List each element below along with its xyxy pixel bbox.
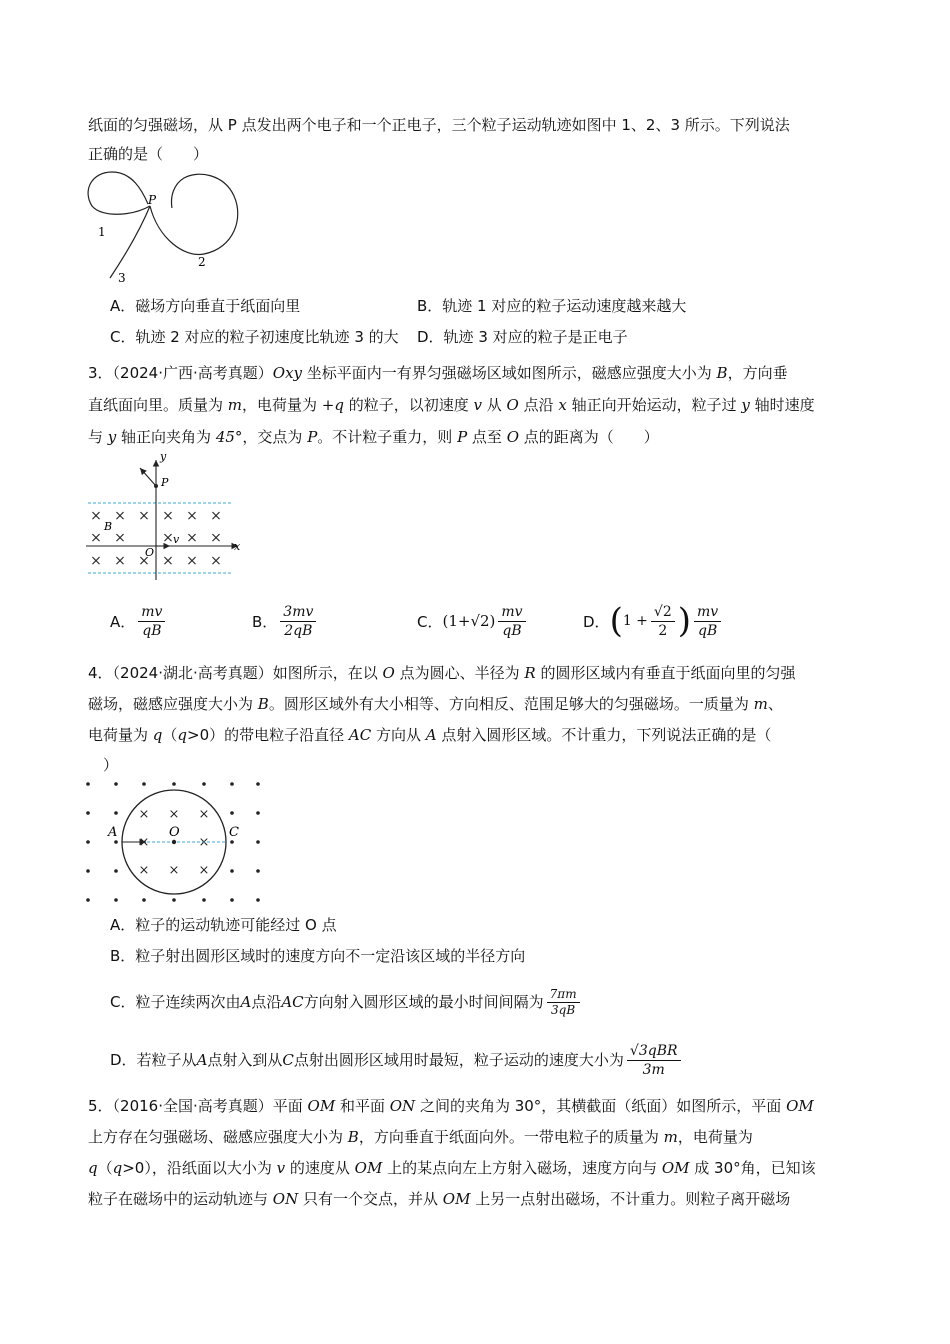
label-1: 1 xyxy=(98,225,106,239)
field-cross: × xyxy=(138,508,150,524)
q3-oxy: Oxy xyxy=(272,364,302,382)
q4-var-m: m xyxy=(753,695,768,713)
q5-stem-line3 xyxy=(88,1157,816,1179)
q3-var-q: +q xyxy=(321,396,344,414)
label-b: B xyxy=(104,520,113,533)
denominator: 3qB xyxy=(551,1002,576,1017)
field-dot xyxy=(142,898,146,902)
q4-var-o: O xyxy=(382,664,395,682)
q3-var-p: P xyxy=(457,428,468,446)
option-label: A． xyxy=(110,612,136,631)
q3-text: 的粒子，以初速度 xyxy=(343,396,474,414)
q3-stem-line2 xyxy=(88,394,815,416)
field-cross: × xyxy=(198,863,210,878)
denominator: 2qB xyxy=(284,622,313,639)
q4-stem-line3 xyxy=(88,724,771,746)
q5-text: 成 30°角，已知该 xyxy=(689,1159,816,1177)
q4-text: 点射出圆形区域用时最短，粒子运动的速度大小为 xyxy=(293,1051,624,1069)
fraction-inner xyxy=(651,603,675,640)
q3-var-x: x xyxy=(558,396,567,414)
q4-text: 点射入圆形区域。不计重力，下列说法正确的是（ xyxy=(436,726,772,744)
right-paren: ) xyxy=(677,601,692,641)
field-dot xyxy=(256,840,260,844)
field-dot xyxy=(114,898,118,902)
field-cross: × xyxy=(186,508,198,524)
q2-option-d: D．轨迹 3 对应的粒子是正电子 xyxy=(417,328,628,346)
field-dot xyxy=(114,840,118,844)
q2-stem-line1: 纸面的匀强磁场，从 P 点发出两个电子和一个正电子，三个粒子运动轨迹如图中 1、2、3 所示。下列说法 xyxy=(88,116,790,134)
field-cross: × xyxy=(162,508,174,524)
fraction xyxy=(627,1042,681,1079)
q3-text: ，电荷量为 xyxy=(242,396,322,414)
center-o xyxy=(172,840,176,844)
field-dot xyxy=(256,782,260,786)
q4-stem-line1 xyxy=(88,662,795,684)
label-x: x xyxy=(234,540,241,553)
q4-text: 的圆形区域内有垂直于纸面向里的匀强 xyxy=(535,664,796,682)
fraction xyxy=(138,603,165,640)
field-cross: × xyxy=(162,530,174,546)
label-o: O xyxy=(145,546,155,559)
q4-option-d xyxy=(110,1038,684,1082)
q4-option-a: A．粒子的运动轨迹可能经过 O 点 xyxy=(110,916,337,934)
field-cross: × xyxy=(162,553,174,569)
trajectory-2 xyxy=(150,174,238,254)
denominator: qB xyxy=(697,622,718,639)
numerator: mv xyxy=(138,603,165,622)
field-cross: × xyxy=(114,553,126,569)
q5-text: >0），沿纸面以大小为 xyxy=(122,1159,277,1177)
field-dot xyxy=(172,898,176,902)
q4-text: C．粒子连续两次由 xyxy=(110,993,241,1011)
field-dot xyxy=(202,898,206,902)
label-c: C xyxy=(229,825,239,840)
field-cross: × xyxy=(210,553,222,569)
fraction xyxy=(498,603,525,640)
q4-text: 磁场，磁感应强度大小为 xyxy=(88,695,258,713)
field-dot xyxy=(230,782,234,786)
q4-var-a: A xyxy=(240,993,252,1011)
q4-var-q: q xyxy=(152,726,163,744)
field-cross: × xyxy=(90,553,102,569)
q4-text: 点为圆心、半径为 xyxy=(394,664,525,682)
q3-var-o: O xyxy=(506,428,520,446)
q4-var-r: R xyxy=(524,664,536,682)
option-label: B． xyxy=(252,612,278,631)
denominator: 3m xyxy=(642,1061,665,1078)
numerator: mv xyxy=(498,603,525,622)
q5-var-v: v xyxy=(276,1159,286,1177)
q3-var-m: m xyxy=(227,396,243,414)
trajectory-3 xyxy=(110,206,150,278)
label-a: A xyxy=(108,825,118,840)
q5-var-q: q xyxy=(88,1159,98,1177)
field-cross: × xyxy=(186,530,198,546)
label-p: P xyxy=(148,193,157,207)
q3-angle: 45° xyxy=(215,428,243,446)
q5-text: 上方存在匀强磁场、磁感应强度大小为 xyxy=(88,1128,348,1146)
field-dot xyxy=(142,782,146,786)
q2-stem-line2: 正确的是（ ） xyxy=(88,145,209,163)
field-cross: × xyxy=(168,863,180,878)
q4-var-ac: AC xyxy=(348,726,372,744)
q4-figure-circle-field xyxy=(80,776,270,906)
q2-figure-trajectories xyxy=(84,168,249,290)
q3-options xyxy=(110,598,830,644)
q3-figure-field xyxy=(84,452,249,584)
q3-text: 直纸面向里。质量为 xyxy=(88,396,228,414)
q4-var-ac: AC xyxy=(281,993,304,1011)
field-dot xyxy=(114,811,118,815)
label-2: 2 xyxy=(198,255,206,269)
q5-text: （ xyxy=(97,1159,113,1177)
field-cross: × xyxy=(138,863,150,878)
q3-var-p: P xyxy=(307,428,318,446)
q4-var-a: A xyxy=(196,1051,208,1069)
velocity-at-p xyxy=(140,468,156,486)
q3-text: 点至 xyxy=(467,428,507,446)
q4-text: 方向射入圆形区域的最小时间间隔为 xyxy=(303,993,544,1011)
q3-option-a xyxy=(110,598,168,644)
q3-option-c xyxy=(417,598,529,644)
field-dot xyxy=(256,869,260,873)
field-cross: × xyxy=(138,807,150,822)
q3-var-o: O xyxy=(506,396,519,414)
q4-var-a: A xyxy=(425,726,437,744)
q3-text: ，交点为 xyxy=(242,428,308,446)
field-cross: × xyxy=(90,508,102,524)
field-cross: × xyxy=(90,530,102,546)
label-p: P xyxy=(161,476,169,489)
q4-text: 、 xyxy=(767,695,783,713)
q5-var-q: q xyxy=(112,1159,123,1177)
q3-text: 轴时速度 xyxy=(749,396,815,414)
q4-source: 4．（2024·湖北·高考真题）如图所示，在以 xyxy=(88,664,383,682)
q4-var-q: q xyxy=(177,726,188,744)
option-label: C． xyxy=(417,612,443,631)
denominator: qB xyxy=(502,622,522,639)
fraction xyxy=(280,603,316,640)
q5-var-on: ON xyxy=(272,1190,299,1208)
q3-option-d xyxy=(583,598,724,644)
numerator: mv xyxy=(694,603,721,622)
fraction xyxy=(694,603,721,640)
q3-text: 轴正向夹角为 xyxy=(116,428,216,446)
q5-var-om: OM xyxy=(442,1190,471,1208)
field-dot xyxy=(230,811,234,815)
q5-var-m: m xyxy=(663,1128,678,1146)
field-cross: × xyxy=(186,553,198,569)
field-dot xyxy=(86,898,90,902)
q5-text: ，方向垂直于纸面向外。一带电粒子的质量为 xyxy=(358,1128,664,1146)
q5-text: 的速度从 xyxy=(285,1159,355,1177)
point-p xyxy=(154,484,158,488)
q4-text: 点射入到从 xyxy=(207,1051,283,1069)
q5-text: 和平面 xyxy=(335,1097,390,1115)
q5-text: 上另一点射出磁场，不计重力。则粒子离开磁场 xyxy=(470,1190,791,1208)
field-cross: × xyxy=(198,835,210,850)
q5-var-om: OM xyxy=(661,1159,690,1177)
left-paren: ( xyxy=(609,601,623,641)
field-dot xyxy=(86,782,90,786)
q5-source: 5．（2016·全国·高考真题）平面 xyxy=(88,1097,308,1115)
field-dot xyxy=(86,840,90,844)
q4-stem-line4: ） xyxy=(88,756,119,774)
denominator: qB xyxy=(142,622,162,639)
option-label: D． xyxy=(583,612,610,631)
q5-stem-line4 xyxy=(88,1188,790,1210)
fraction xyxy=(547,987,580,1018)
q5-text: ，电荷量为 xyxy=(677,1128,753,1146)
q3-text: 坐标平面内一有界匀强磁场区域如图所示，磁感应强度大小为 xyxy=(302,364,717,382)
field-cross: × xyxy=(210,530,222,546)
field-dot xyxy=(256,811,260,815)
q3-stem-line3 xyxy=(88,426,659,448)
q5-var-om: OM xyxy=(307,1097,336,1115)
q2-option-b: B．轨迹 1 对应的粒子运动速度越来越大 xyxy=(417,297,687,315)
q4-text: >0）的带电粒子沿直径 xyxy=(187,726,349,744)
q3-text: 点的距离为（ ） xyxy=(519,428,659,446)
q3-var-y: y xyxy=(107,428,117,446)
field-dot xyxy=(230,869,234,873)
field-cross: × xyxy=(210,508,222,524)
label-o: O xyxy=(169,825,180,840)
q5-text: 只有一个交点，并从 xyxy=(298,1190,443,1208)
q5-text: 之间的夹角为 30°，其横截面（纸面）如图所示，平面 xyxy=(415,1097,787,1115)
q3-source: 3．（2024·广西·高考真题） xyxy=(88,364,273,382)
field-dot xyxy=(172,782,176,786)
field-cross: × xyxy=(168,807,180,822)
q4-var-c: C xyxy=(282,1051,294,1069)
q4-text: 方向从 xyxy=(371,726,426,744)
q3-text: 从 xyxy=(482,396,507,414)
q5-stem-line1 xyxy=(88,1095,814,1117)
q5-var-b: B xyxy=(347,1128,359,1146)
label-y: y xyxy=(160,452,167,463)
numerator: √3qBR xyxy=(627,1042,681,1061)
q5-var-om: OM xyxy=(354,1159,383,1177)
q4-stem-line2 xyxy=(88,693,783,715)
q4-var-b: B xyxy=(257,695,269,713)
q5-text: 上的某点向左上方射入磁场，速度方向与 xyxy=(382,1159,662,1177)
numerator: √2 xyxy=(651,603,675,622)
q4-text: 点沿 xyxy=(251,993,282,1011)
q3-stem-line1 xyxy=(88,362,788,384)
coefficient: (1+√2) xyxy=(442,612,496,630)
q2-option-a: A．磁场方向垂直于纸面向里 xyxy=(110,297,301,315)
q4-text: 电荷量为 xyxy=(88,726,153,744)
field-dot xyxy=(230,898,234,902)
field-cross: × xyxy=(198,807,210,822)
q3-text: 点沿 xyxy=(518,396,559,414)
q3-text: 轴正向开始运动，粒子过 xyxy=(566,396,742,414)
q4-text: D．若粒子从 xyxy=(110,1051,197,1069)
q4-option-b: B．粒子射出圆形区域时的速度方向不一定沿该区域的半径方向 xyxy=(110,947,526,965)
field-dot xyxy=(86,811,90,815)
q5-var-on: ON xyxy=(389,1097,416,1115)
denominator: 2 xyxy=(658,622,668,639)
coefficient: 1 + xyxy=(622,613,648,629)
field-dot xyxy=(202,782,206,786)
q3-text: 与 xyxy=(88,428,108,446)
q5-stem-line2 xyxy=(88,1126,753,1148)
label-v: v xyxy=(173,533,180,546)
q3-var-b: B xyxy=(716,364,728,382)
label-3: 3 xyxy=(118,271,126,285)
q5-text: 粒子在磁场中的运动轨迹与 xyxy=(88,1190,273,1208)
q4-text: 。圆形区域外有大小相等、方向相反、范围足够大的匀强磁场。一质量为 xyxy=(268,695,754,713)
field-dot xyxy=(114,869,118,873)
q3-var-y: y xyxy=(741,396,750,414)
q4-option-c xyxy=(110,982,583,1022)
field-dot xyxy=(230,840,234,844)
field-cross: × xyxy=(114,508,126,524)
field-dot xyxy=(114,782,118,786)
q3-text: 。不计粒子重力，则 xyxy=(317,428,458,446)
field-dot xyxy=(256,898,260,902)
numerator: 3mv xyxy=(280,603,316,622)
field-cross: × xyxy=(138,553,150,569)
field-dot xyxy=(86,869,90,873)
field-cross: × xyxy=(138,835,150,850)
q3-text: ，方向垂 xyxy=(727,364,788,382)
q3-var-v: v xyxy=(473,396,482,414)
trajectory-1 xyxy=(88,172,150,214)
field-cross: × xyxy=(114,530,126,546)
q5-var-om: OM xyxy=(786,1097,814,1115)
q4-text: （ xyxy=(162,726,178,744)
q2-option-c: C．轨迹 2 对应的粒子初速度比轨迹 3 的大 xyxy=(110,328,399,346)
q3-option-b xyxy=(252,598,319,644)
numerator: 7πm xyxy=(547,987,580,1003)
